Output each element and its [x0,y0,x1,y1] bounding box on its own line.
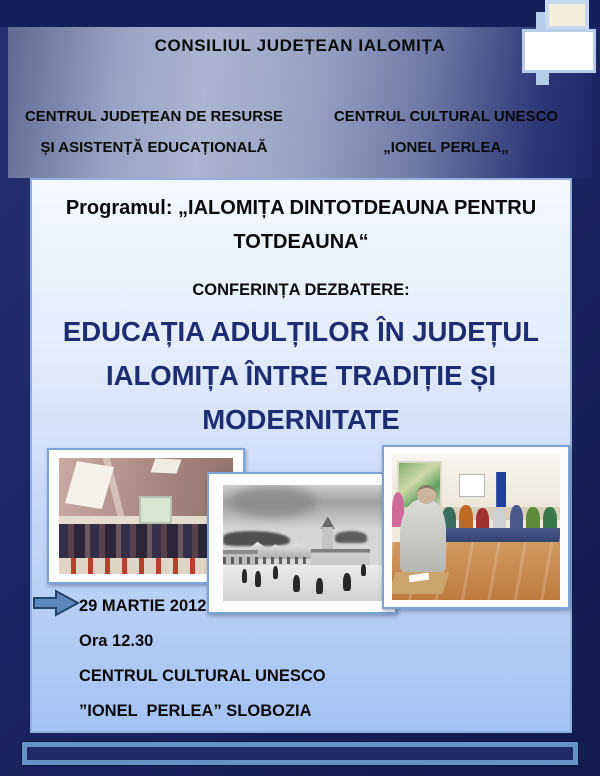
event-title [32,310,570,442]
photo1-projector-screen [139,496,172,524]
organizer-left-line2: ȘI ASISTENȚĂ EDUCAȚIONALĂ [40,139,268,156]
organizer-left [8,101,300,163]
photo2-road [223,565,383,601]
program-line2: TOTDEAUNA“ [233,231,369,253]
photo3-notice-board [459,474,485,496]
photo2-trees-right [335,531,367,543]
corner-ornament-square [545,0,589,30]
council-title: CONSILIUL JUDEȚEAN IALOMIȚA [154,36,446,55]
photo3-foreground-man-head [417,485,435,504]
event-venue-line2: ”IONEL PERLEA” SLOBOZIA [79,702,312,720]
event-date: 29 MARTIE 2012 [79,597,207,615]
program-title [42,191,560,259]
figure-silhouette [293,575,300,592]
historic-village-image [223,485,383,601]
organizers-row [8,101,592,163]
figure-silhouette [255,571,261,587]
photo1-skylight-small [150,458,181,473]
figure-silhouette [242,569,247,583]
arrow-right-icon [33,587,81,619]
content-box [30,178,572,733]
organizer-right [300,101,592,163]
bottom-ornament-bar [22,742,578,765]
event-title-line3: MODERNITATE [202,404,400,435]
figure-silhouette [316,578,323,594]
event-title-line1: EDUCAȚIA ADULȚILOR ÎN JUDEȚUL [62,316,540,347]
corner-ornament-rect [522,29,596,73]
event-time: Ora 12.30 [79,632,154,650]
organizer-right-line2: „IONEL PERLEA„ [383,139,509,156]
event-venue-line1: CENTRUL CULTURAL UNESCO [79,667,326,685]
historic-village-photo [207,472,397,614]
roundtable-meeting-photo [382,445,570,609]
organizer-right-line1: CENTRUL CULTURAL UNESCO [333,108,559,125]
roundtable-meeting-image [392,454,560,600]
organizer-left-line1: CENTRUL JUDEȚEAN DE RESURSE [24,108,284,125]
header-band [8,27,592,178]
photo3-foreground-man [400,499,445,572]
event-title-line2: IALOMIȚA ÎNTRE TRADIȚIE ȘI [105,360,497,391]
program-line1: Programul: „IALOMIȚA DINTOTDEAUNA PENTRU [65,197,537,219]
photo2-crowd-line [223,557,306,564]
figure-silhouette [343,573,351,591]
figure-silhouette [361,564,366,576]
conference-label: CONFERINȚA DEZBATERE: [192,281,410,299]
top-navy-bar [0,0,600,27]
figure-silhouette [273,566,278,579]
